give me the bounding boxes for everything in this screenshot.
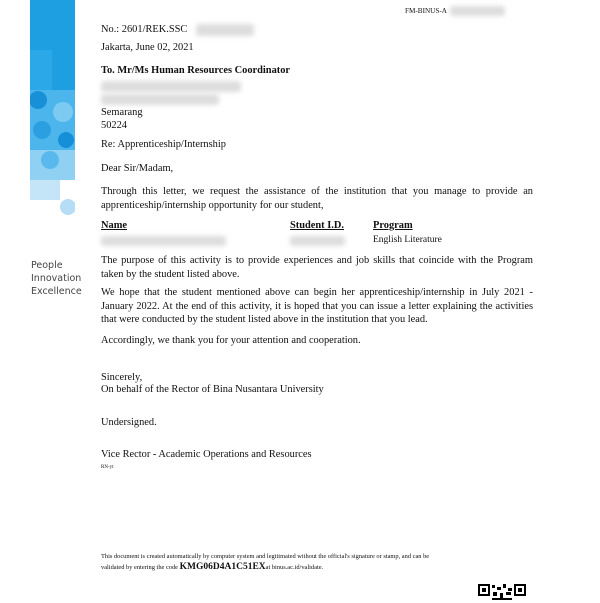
- col-name: Name: [101, 220, 127, 231]
- thanks-paragraph: Accordingly, we thank you for your attention and cooperation.: [101, 335, 361, 346]
- redacted-address: [101, 94, 219, 105]
- closing-undersigned: Undersigned.: [101, 417, 157, 428]
- redacted-address: [101, 81, 241, 92]
- program-value: English Literature: [373, 235, 442, 245]
- col-program: Program: [373, 220, 413, 231]
- form-code: FM-BINUS-A: [405, 7, 447, 15]
- col-student-id: Student I.D.: [290, 220, 344, 231]
- hope-paragraph: We hope that the student mentioned above can begin her apprenticeship/internship in July 2021 - January 2022. At the end of this activity, it is hoped that you can issue a letter explaining the activities that were conducted by the student listed above in the institution that you lead.: [101, 287, 533, 325]
- slogan-line: People: [31, 260, 63, 271]
- slogan-line: Excellence: [31, 286, 82, 297]
- subject: Re: Apprenticeship/Internship: [101, 139, 226, 150]
- qr-code-icon: [478, 583, 526, 603]
- redacted-name: [101, 236, 226, 246]
- slogan-line: Innovation: [31, 273, 82, 284]
- slogan: [31, 259, 82, 298]
- initials: RN-yt: [101, 465, 114, 470]
- salutation: Dear Sir/Madam,: [101, 163, 174, 174]
- recipient-postcode: 50224: [101, 120, 127, 131]
- recipient-city: Semarang: [101, 107, 143, 118]
- redacted: [196, 24, 254, 36]
- redacted-id: [290, 236, 345, 246]
- footer-line-1: This document is created automatically by computer system and legitimated without the official's signature or stamp, and can be: [101, 553, 430, 560]
- closing-behalf: On behalf of the Rector of Bina Nusantara University: [101, 384, 324, 395]
- validation-code: KMG06D4A1C51EX: [179, 562, 266, 572]
- footer-line-2: [101, 562, 323, 572]
- redacted: [450, 6, 505, 16]
- closing-sincerely: Sincerely,: [101, 372, 143, 383]
- letter-date: Jakarta, June 02, 2021: [101, 42, 194, 53]
- footer-text: at binus.ac.id/validate.: [265, 564, 324, 571]
- purpose-paragraph: The purpose of this activity is to provide experiences and job skills that coincide with the Program taken by the student listed above.: [101, 255, 533, 280]
- footer-text: validated by entering the code: [101, 564, 180, 571]
- recipient-to: To. Mr/Ms Human Resources Coordinator: [101, 65, 291, 76]
- signatory-title: Vice Rector - Academic Operations and Resources: [101, 449, 312, 460]
- intro-paragraph: Through this letter, we request the assistance of the institution that you manage to provide an apprenticeship/internship opportunity for our student,: [101, 186, 533, 211]
- letter-number: No.: 2601/REK.SSC: [101, 24, 188, 35]
- brand-stripe: [30, 0, 75, 215]
